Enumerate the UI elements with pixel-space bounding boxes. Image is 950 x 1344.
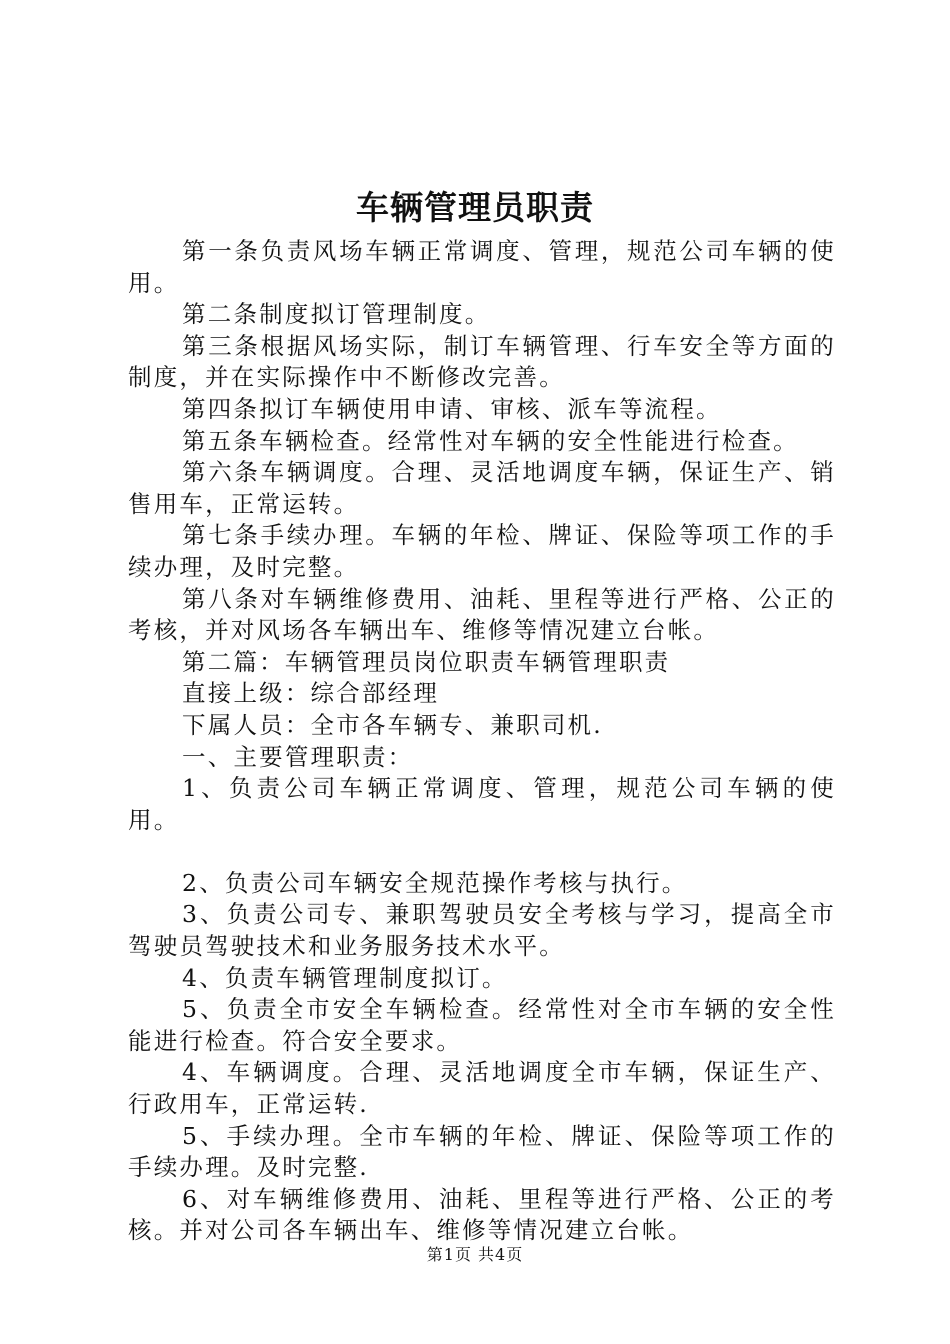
- paragraph: 直接上级：综合部经理: [182, 679, 440, 708]
- paragraph: 2、负责公司车辆安全规范操作考核与执行。: [182, 868, 688, 897]
- paragraph: 第一条负责风场车辆正常调度、管理，规范公司车辆的使用。: [128, 237, 836, 297]
- paragraph: 一、主要管理职责：: [182, 742, 414, 771]
- page-number: 第1页 共4页: [426, 1245, 524, 1264]
- paragraph: 4、负责车辆管理制度拟订。: [182, 963, 508, 992]
- paragraph: 第二篇：车辆管理员岗位职责车辆管理职责: [182, 647, 671, 676]
- paragraph: 4、车辆调度。合理、灵活地调度全市车辆，保证生产、行政用车，正常运转.: [128, 1058, 836, 1119]
- paragraph: 3、负责公司专、兼职驾驶员安全考核与学习，提高全市驾驶员驾驶技术和业务服务技术水平。: [128, 900, 836, 961]
- blank-line: [128, 836, 836, 868]
- paragraph: 1、负责公司车辆正常调度、管理，规范公司车辆的使用。: [128, 774, 836, 834]
- paragraph: 第二条制度拟订管理制度。: [182, 300, 491, 329]
- paragraph: 第四条拟订车辆使用申请、审核、派车等流程。: [182, 394, 722, 423]
- document-body: [128, 236, 836, 1247]
- paragraph: 第六条车辆调度。合理、灵活地调度车辆，保证生产、销售用车，正常运转。: [128, 458, 836, 518]
- paragraph: 6、对车辆维修费用、油耗、里程等进行严格、公正的考核。并对公司各车辆出车、维修等情况建立台帐。: [128, 1184, 836, 1245]
- paragraph: 下属人员：全市各车辆专、兼职司机.: [182, 710, 603, 739]
- paragraph: 第五条车辆检查。经常性对车辆的安全性能进行检查。: [182, 426, 799, 455]
- document-title: 车辆管理员职责: [356, 188, 594, 227]
- paragraph: 5、负责全市安全车辆检查。经常性对全市车辆的安全性能进行检查。符合安全要求。: [128, 995, 836, 1055]
- paragraph: 第七条手续办理。车辆的年检、牌证、保险等项工作的手续办理，及时完整。: [128, 521, 836, 581]
- paragraph: 第三条根据风场实际，制订车辆管理、行车安全等方面的制度，并在实际操作中不断修改完善。: [128, 331, 836, 392]
- paragraph: 第八条对车辆维修费用、油耗、里程等进行严格、公正的考核，并对风场各车辆出车、维修等情况建立台帐。: [128, 584, 836, 645]
- paragraph: 5、手续办理。全市车辆的年检、牌证、保险等项工作的手续办理。及时完整.: [128, 1121, 836, 1182]
